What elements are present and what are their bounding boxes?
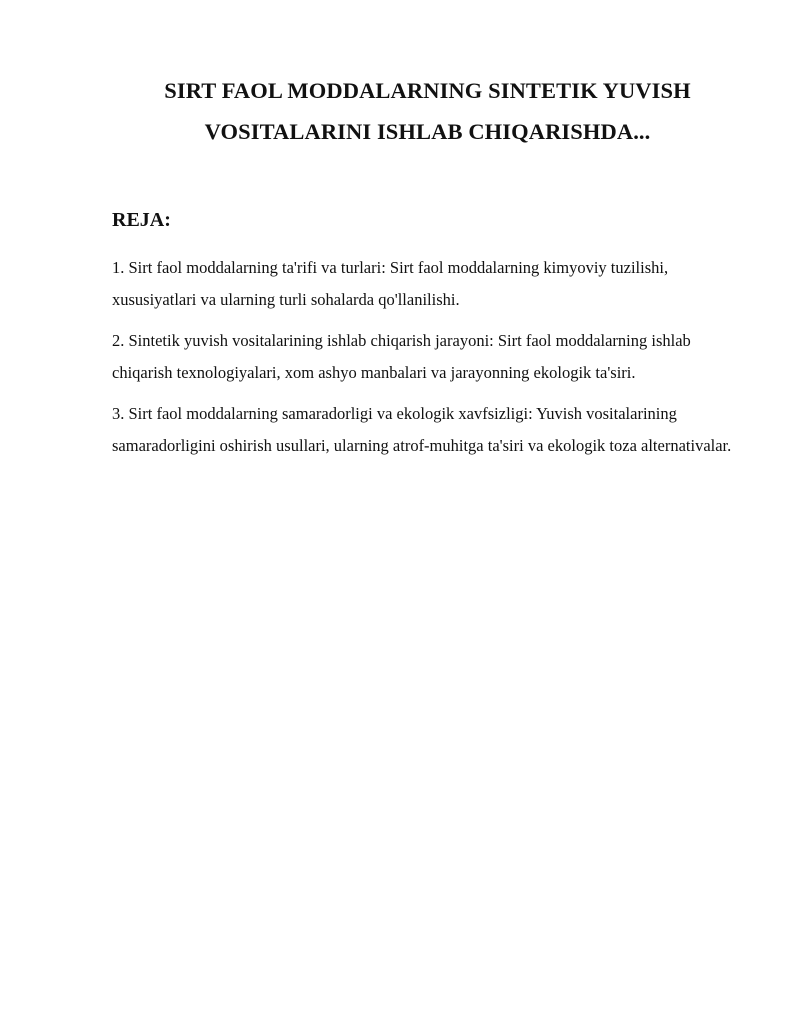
plan-item-3: 3. Sirt faol moddalarning samaradorligi va ekologik xavfsizligi: Yuvish vositalarining samaradorligini oshirish usullari, ularning atrof-muhitga ta'siri va ekologik toza alternativalar. (112, 404, 732, 455)
plan-item-1: 1. Sirt faol moddalarning ta'rifi va turlari: Sirt faol moddalarning kimyoviy tuzilishi, xususiyatlari va ularning turli sohalarda qo'llanilishi. (112, 258, 669, 309)
title-line-1: SIRT FAOL MODDALARNING SINTETIK YUVISH (164, 78, 691, 103)
document-title (60, 70, 795, 152)
section-heading-reja: REJA: (112, 209, 171, 231)
plan-list (112, 252, 752, 471)
plan-item-2: 2. Sintetik yuvish vositalarining ishlab chiqarish jarayoni: Sirt faol moddalarning ishlab chiqarish texnologiyalari, xom ashyo manbalari va jarayonning ekologik ta'siri. (112, 331, 691, 382)
title-line-2: VOSITALARINI ISHLAB CHIQARISHDA... (204, 119, 651, 144)
